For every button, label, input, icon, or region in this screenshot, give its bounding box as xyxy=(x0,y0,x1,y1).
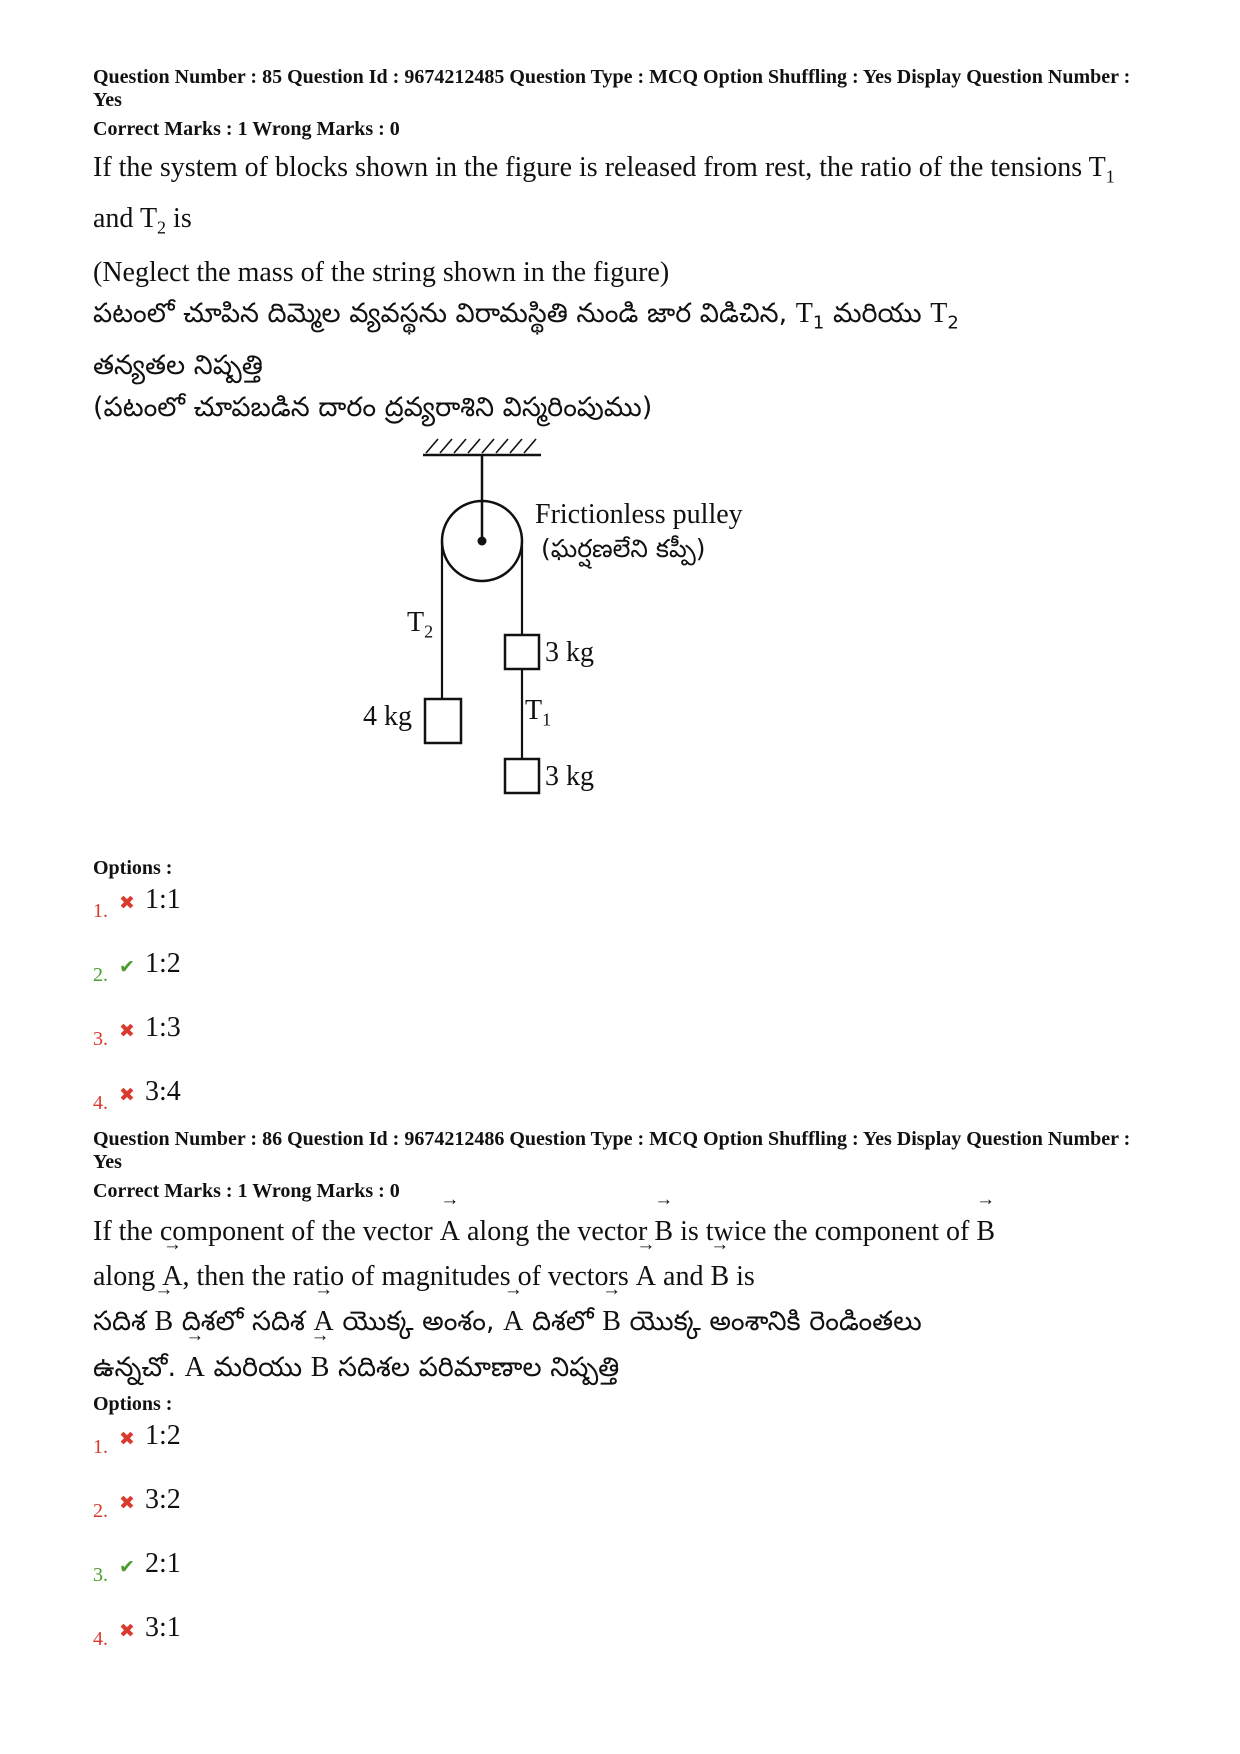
cross-icon: ✖ xyxy=(119,892,135,914)
option-number: 4. xyxy=(93,1628,108,1650)
vector-a: → A xyxy=(314,1299,334,1345)
pulley-figure xyxy=(93,429,1153,849)
option-value: 1:3 xyxy=(145,1011,181,1043)
options-label: Options : xyxy=(93,856,173,879)
option-number: 1. xyxy=(93,1436,108,1458)
stem-part: and xyxy=(663,1261,704,1292)
vector-b: → B xyxy=(710,1254,729,1299)
tension-t1-label xyxy=(525,695,551,731)
t2-subscript: 2 xyxy=(157,217,167,238)
stem-text: If the system of blocks shown in the figure is released from rest, the ratio of the tensions xyxy=(93,152,1083,183)
cross-icon: ✖ xyxy=(119,1493,135,1514)
option-number: 4. xyxy=(93,1091,108,1114)
tension-t2: T xyxy=(139,202,158,234)
stem-part: along xyxy=(93,1261,156,1292)
te-part: సదిశ xyxy=(93,1306,146,1337)
option-value: 1:2 xyxy=(145,947,181,979)
block-4kg xyxy=(425,699,461,743)
cross-icon: ✖ xyxy=(119,1084,135,1106)
stem-part: , then the ratio of magnitudes of vectors xyxy=(182,1261,629,1292)
option-number: 1. xyxy=(93,899,108,922)
pulley-axle xyxy=(478,536,487,545)
option-2[interactable] xyxy=(93,1484,1153,1548)
options-list xyxy=(93,1420,1153,1676)
tension-t1: T xyxy=(1088,152,1106,183)
vector-b: → B xyxy=(154,1299,173,1345)
vector-a: → A xyxy=(503,1299,523,1345)
option-3[interactable] xyxy=(93,1012,1153,1076)
vector-b: → B xyxy=(976,1209,995,1254)
stem-telugu-1 xyxy=(93,293,1153,344)
vector-b: → B xyxy=(654,1209,673,1254)
mass-3kg-upper-label: 3 kg xyxy=(545,636,594,668)
option-number: 3. xyxy=(93,1027,108,1050)
te-and-text: మరియు xyxy=(832,298,922,330)
stem-telugu-3: (పటంలో చూపబడిన దారం ద్రవ్యరాశిని విస్మరింపుము) xyxy=(93,391,653,423)
te-part: యొక్క అంశం, xyxy=(342,1306,495,1337)
t1-label-sub: 1 xyxy=(542,709,552,730)
t2-te-subscript: 2 xyxy=(947,312,959,334)
vector-a: → A xyxy=(636,1254,656,1299)
option-value: 2:1 xyxy=(145,1548,181,1579)
pulley-label: Frictionless pulley xyxy=(535,498,743,530)
option-value: 3:2 xyxy=(145,1484,181,1515)
vector-a: → A xyxy=(440,1209,460,1254)
te-part: దిశలో సదిశ xyxy=(181,1306,305,1337)
question-86 xyxy=(93,1128,1153,1676)
question-meta: Question Number : 85 Question Id : 9674212485 Question Type : MCQ Option Shuffling : Yes Display Question Number : Yes xyxy=(93,66,1131,111)
option-1[interactable] xyxy=(93,884,1153,948)
options-label: Options : xyxy=(93,1393,173,1415)
vector-a: → A xyxy=(185,1345,205,1391)
stem-note: (Neglect the mass of the string shown in the figure) xyxy=(93,257,670,289)
te-part: ఉన్నచో. xyxy=(93,1352,177,1383)
stem-te-text: పటంలో చూపిన దిమ్మెల వ్యవస్థను విరామస్థితి నుండి జార విడిచిన, xyxy=(93,298,788,330)
cross-icon: ✖ xyxy=(119,1621,135,1642)
options-list xyxy=(93,884,1153,1140)
te-part: మరియు xyxy=(213,1352,303,1383)
pulley-label-telugu: (ఘర్షణలేని కప్పీ) xyxy=(541,533,706,563)
t1-te-subscript: 1 xyxy=(812,312,825,334)
question-85 xyxy=(93,66,1153,1140)
option-value: 1:2 xyxy=(145,1420,181,1451)
check-icon: ✔ xyxy=(119,956,135,978)
te-part: సదిశల పరిమాణాల నిష్పత్తి xyxy=(337,1352,620,1383)
option-value: 3:4 xyxy=(145,1075,181,1107)
option-value: 1:1 xyxy=(145,883,181,915)
stem-part: is xyxy=(736,1261,755,1292)
stem-part: If the component of the vector xyxy=(93,1216,433,1247)
t1-subscript: 1 xyxy=(1105,166,1115,187)
question-stem xyxy=(93,147,1153,429)
option-number: 2. xyxy=(93,963,108,986)
option-value: 3:1 xyxy=(145,1612,181,1643)
t1-letter: T xyxy=(525,694,543,726)
option-3[interactable] xyxy=(93,1548,1153,1612)
option-1[interactable] xyxy=(93,1420,1153,1484)
tension-t2-label xyxy=(407,607,433,643)
tension-t2-te: T xyxy=(930,298,948,330)
stem-telugu-1 xyxy=(93,1299,1153,1345)
cross-icon: ✖ xyxy=(119,1429,135,1450)
cross-icon: ✖ xyxy=(119,1020,135,1042)
block-3kg-lower xyxy=(505,759,539,793)
option-number: 3. xyxy=(93,1564,108,1586)
option-2[interactable] xyxy=(93,948,1153,1012)
question-meta: Question Number : 86 Question Id : 9674212486 Question Type : MCQ Option Shuffling : Yes Display Question Number : Yes xyxy=(93,1128,1131,1173)
te-part: దిశలో xyxy=(531,1306,594,1337)
t2-letter: T xyxy=(407,606,425,638)
vector-b: → B xyxy=(311,1345,330,1391)
and-text: and xyxy=(93,202,134,234)
t2-label-sub: 2 xyxy=(424,621,434,642)
ceiling-hatch xyxy=(426,439,536,453)
te-part: యొక్క అంశానికి రెండింతలు xyxy=(629,1306,922,1337)
stem-part: along the vector xyxy=(467,1216,648,1247)
mass-4kg-label: 4 kg xyxy=(363,700,412,732)
marks-line: Correct Marks : 1 Wrong Marks : 0 xyxy=(93,118,400,140)
stem-telugu-2: తన్యతల నిష్పత్తి xyxy=(93,349,263,381)
question-stem xyxy=(93,1209,1153,1391)
mass-3kg-lower-label: 3 kg xyxy=(545,760,594,792)
vector-b: → B xyxy=(602,1299,621,1345)
marks-line: Correct Marks : 1 Wrong Marks : 0 xyxy=(93,1180,400,1202)
vector-a: → A xyxy=(162,1254,182,1299)
option-number: 2. xyxy=(93,1500,108,1522)
block-3kg-upper xyxy=(505,635,539,669)
pulley-diagram xyxy=(93,429,1153,849)
option-4[interactable] xyxy=(93,1612,1153,1676)
tension-t1-te: T xyxy=(795,298,813,330)
stem-telugu-2 xyxy=(93,1345,1153,1391)
stem-part: is twice the component of xyxy=(680,1216,970,1247)
is-text: is xyxy=(173,202,192,234)
check-icon: ✔ xyxy=(119,1557,135,1578)
